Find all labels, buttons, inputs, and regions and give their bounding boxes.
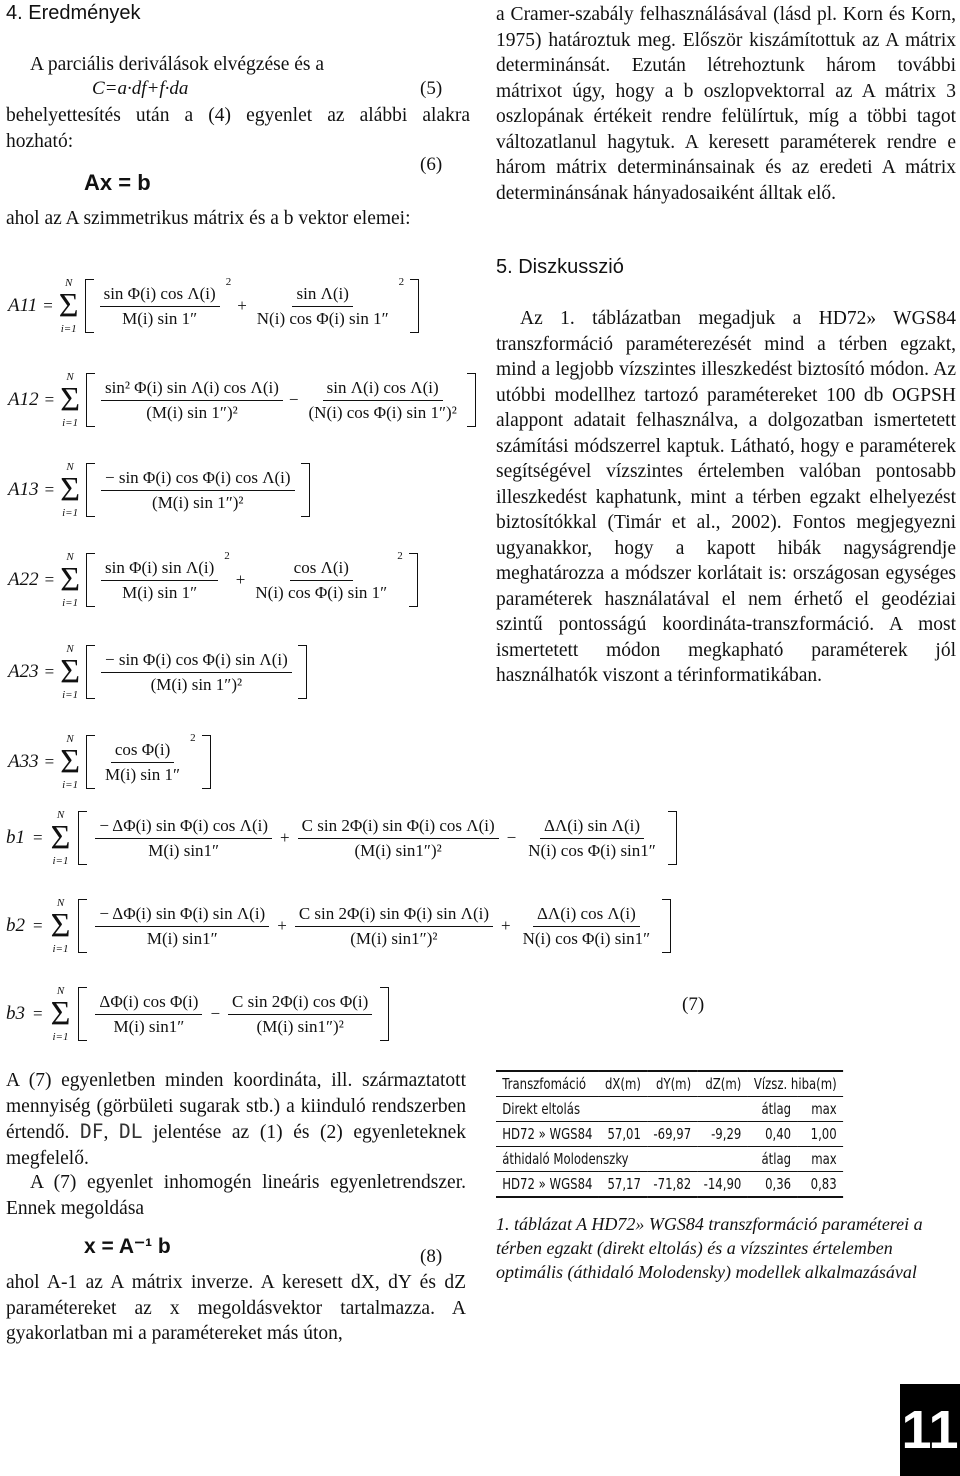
lhs-A11: A11	[8, 295, 38, 316]
lhs-b2: b2	[6, 915, 25, 936]
table-cell: 1,00	[797, 1122, 843, 1147]
fraction: $\frac{\text{sin Λ(i)}}{\text{N(i) cos Φ(i) sin 1″}}$	[256, 283, 389, 328]
table-caption: 1. táblázat A HD72» WGS84 transzformáció paraméterei a térben egzakt (direkt eltolás) és a vízszintes értelemben optimális (áthidaló Molodensky) modellek alkalmazásával	[496, 1214, 923, 1282]
formula-b1: b1 = N Σ i=1 $\frac{\text{− ΔΦ(i) sin Φ(i) cos Λ(i)}}{M(i) \sin 1''}$ + $\frac{\text{C sin 2Φ(i) sin Φ(i) cos Λ(i)}}{\text{(M(i) sin1″)²}}$ − $\frac{\text{ΔΛ(i) sin Λ(i)}}{\text{N(i) cos Φ(i) sin1″}}$	[6, 808, 677, 868]
formula-A23: A23 = N Σ i=1 $\frac{\text{− sin Φ(i) cos Φ(i) sin Λ(i)}}{\text{(M(i) sin 1″)²}}$	[8, 642, 307, 702]
df-symbol: DF	[79, 1120, 104, 1143]
table-cell: 0,40	[748, 1122, 798, 1147]
paragraph-after-6: ahol az A szimmetrikus mátrix és a b vektor elemei:	[6, 208, 411, 229]
lhs-b1: b1	[6, 827, 25, 848]
equation-8: x = A⁻¹ b	[84, 1235, 171, 1258]
paragraph-inverse: ahol A-1 az A mátrix inverze. A keresett dX, dY és dZ paramétereket az x megoldásvektor tartalmazza. A gyakorlatban mi a paramétereket más úton,	[6, 1272, 466, 1344]
formula-b3: b3 = N Σ i=1 $\frac{\text{ΔΦ(i) cos Φ(i)}}{M(i) \sin 1''}$ − $\frac{\text{C sin 2Φ(i) cos Φ(i)}}{\text{(M(i) sin1″)²}}$	[6, 984, 389, 1044]
dl-symbol: DL	[118, 1120, 143, 1143]
table-cell: -14,90	[697, 1172, 747, 1198]
table-cell: -9,29	[697, 1122, 747, 1147]
lhs-b3: b3	[6, 1003, 25, 1024]
table-header: dZ(m)	[697, 1071, 747, 1097]
sum-sign: N Σ i=1	[58, 277, 79, 335]
table-section-row	[496, 1097, 843, 1122]
table-header-row	[496, 1071, 843, 1097]
table-cell: HD72 » WGS84	[496, 1172, 599, 1198]
equation-6: Ax = b	[84, 170, 151, 195]
equation-8-number: (8)	[420, 1246, 443, 1267]
table-header: dX(m)	[599, 1071, 647, 1097]
formula-A12: A12 = N Σ i=1 $\frac{\text{sin² Φ(i) sin Λ(i) cos Λ(i)}}{\text{(M(i) sin 1″)²}}$ − $\frac{\text{sin Λ(i) cos Λ(i)}}{\text{(N(i) cos Φ(i) sin 1″)²}}$	[8, 370, 476, 430]
section-heading-results: 4. Eredmények	[6, 2, 141, 24]
fraction: $\frac{\text{sin Φ(i) cos Λ(i)}}{M(i) \sin 1''}$	[100, 284, 220, 329]
formula-b2: b2 = N Σ i=1 $\frac{\text{− ΔΦ(i) sin Φ(i) sin Λ(i)}}{M(i) \sin 1''}$ + $\frac{\text{C sin 2Φ(i) sin Φ(i) sin Λ(i)}}{\text{(M(i) sin1″)²}}$ + $\frac{\text{ΔΛ(i) cos Λ(i)}}{\text{N(i) cos Φ(i) sin1″}}$	[6, 896, 671, 956]
table-row	[496, 1122, 843, 1147]
table-cell: 0,83	[797, 1172, 843, 1198]
section-heading-discussion: 5. Diszkusszió	[496, 256, 624, 278]
paragraph-coordinates: A (7) egyenletben minden koordináta, ill. származtatott mennyiség (görbületi sugarak stb.) a kiinduló rendszerben értendő. DF, DL jelentése az (1) és (2) egyenleteknek megfelelő.	[6, 1070, 467, 1169]
formula-A13: A13 = N Σ i=1 $\frac{\text{− sin Φ(i) cos Φ(i) cos Λ(i)}}{\text{(M(i) sin 1″)²}}$	[8, 460, 310, 520]
table-cell: 57,17	[599, 1172, 647, 1198]
results-table-wrapper	[496, 1070, 960, 1198]
formula-A11: A11 = N Σ i=1 $\frac{\text{sin Φ(i) cos Λ(i)}}{M(i) \sin 1''}$ 2 + $\frac{\text{sin Λ(i)}}{\text{N(i) cos Φ(i) sin 1″}}$ 2	[8, 276, 419, 336]
table-header: Vízsz. hiba(m)	[748, 1071, 843, 1097]
table-cell: max	[797, 1097, 843, 1122]
table-section-title: áthidaló Molodenszky	[496, 1147, 748, 1172]
lhs-A33: A33	[8, 751, 39, 772]
paragraph-cramer: a Cramer-szabály felhasználásával (lásd pl. Korn és Korn, 1975) határoztuk meg. Először kiszámítottuk az A mátrix determinánsát. Ezután létrehoztunk három további mátrixot úgy, hogy a b oszlopvektorral az A mátrix 3 oszlopának értékeit rendre felülírtuk, míg a többi tagot változatlanul hagytuk. A keresett paraméterek rendre e három mátrix determinánsainak és az eredeti A mátrix determinánsának hányadosaiként álltak elő.	[496, 4, 956, 204]
formula-A22: A22 = N Σ i=1 $\frac{\text{sin Φ(i) sin Λ(i)}}{M(i) \sin 1''}$ 2 + $\frac{\text{cos Λ(i)}}{\text{N(i) cos Φ(i) sin 1″}}$ 2	[8, 550, 418, 610]
equation-7-number: (7)	[682, 994, 705, 1015]
table-header: Transzfomáció	[496, 1071, 599, 1097]
table-section-row	[496, 1147, 843, 1172]
lhs-A23: A23	[8, 661, 39, 682]
page-number: 11	[900, 1384, 960, 1476]
table-cell: átlag	[748, 1147, 798, 1172]
paragraph-inhomogeneous: A (7) egyenlet inhomogén lineáris egyenletrendszer. Ennek megoldása	[6, 1172, 466, 1219]
equation-6-number: (6)	[420, 154, 443, 175]
table-cell: 0,36	[748, 1172, 798, 1198]
lhs-A13: A13	[8, 479, 39, 500]
paragraph-discussion: Az 1. táblázatban megadjuk a HD72» WGS84 transzformáció paraméterezését mind a térben egzakt, mind a legjobb vízszintes illeszkedést biztosító módon. Az utóbbi modellhez tartozó paramétereket 100 db OGPSH alappont adatait felhasználva, a dolgozatban ismertetett számítási módszerrel kaptuk. Látható, hogy e paraméterek segítségével vízszintes értelemben valóban pontosabb illeszkedést kaphatunk, mint a térben egzakt elhelyezést biztosítókkal (Timár et al., 2002). Fontos megjegyezni ugyanakkor, hogy a kapott hibák nagyságrendje meghatározza a módszer korlátait is: országosan egységes paraméterek használatával el nem érhető el geodéziai szintű pontosságú koordináta-transzformáció. A most ismertetett módon megkapható paraméterek jól használhatók viszont a térinformatikában.	[496, 308, 956, 686]
table-cell: 57,01	[599, 1122, 647, 1147]
table-cell: max	[797, 1147, 843, 1172]
results-table	[496, 1070, 843, 1198]
table-cell: -69,97	[647, 1122, 697, 1147]
paragraph-after-5: behelyettesítés után a (4) egyenlet az alábbi alakra hozható:	[6, 105, 470, 152]
equation-5-number: (5)	[420, 78, 443, 99]
table-cell: -71,82	[647, 1172, 697, 1198]
table-header: dY(m)	[647, 1071, 697, 1097]
equation-5: C=a·df+f·da	[92, 78, 189, 99]
table-row	[496, 1172, 843, 1198]
table-section-title: Direkt eltolás	[496, 1097, 748, 1122]
lhs-A12: A12	[8, 389, 39, 410]
table-cell: HD72 » WGS84	[496, 1122, 599, 1147]
formula-A33: A33 = N Σ i=1 $\frac{\text{cos Φ(i)}}{M(i) \sin 1''}$ 2	[8, 732, 211, 792]
lhs-A22: A22	[8, 569, 39, 590]
table-cell: átlag	[748, 1097, 798, 1122]
paragraph-intro: A parciális deriválások elvégzése és a	[30, 54, 324, 75]
